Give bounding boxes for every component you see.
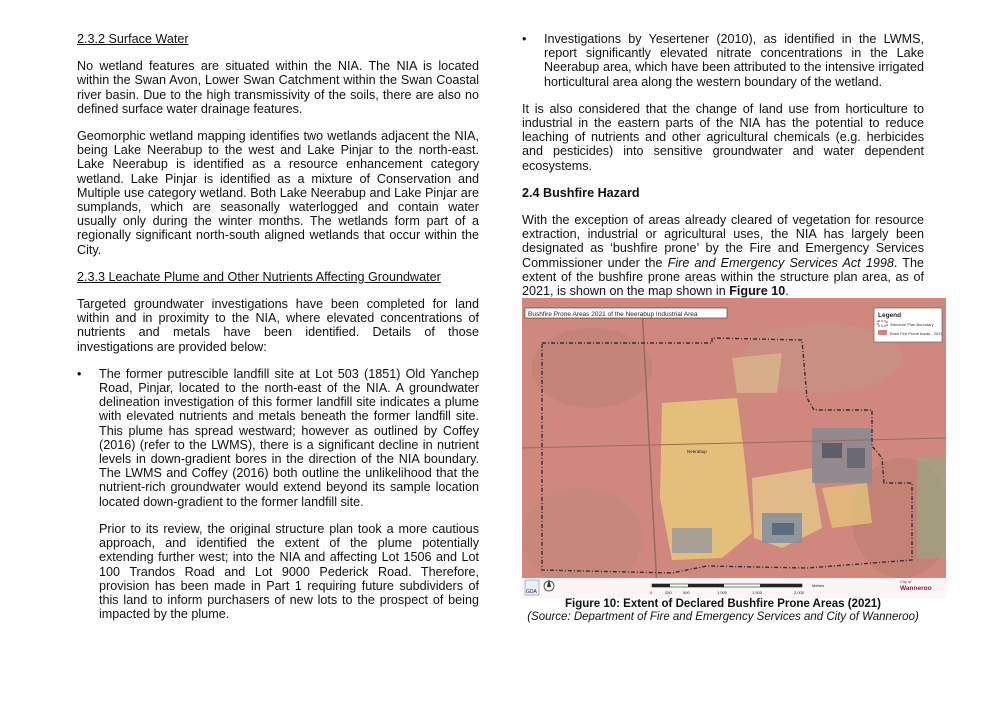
council-logo: Wanneroo xyxy=(900,585,932,592)
bullet-text: The former putrescible landfill site at Lot 503 (1851) Old Yanchep Road, Pinjar, located to the north-east of the NIA. A groundwater delineation investigation of this former landfill site indicates a plume with elevated nutrients and metals beneath the former landfill site. This plume has spread westward; however as outlined by Coffey (2016) (refer to the LWMS), there is a significant decline in nutrient levels in down-gradient bores in the direction of the NIA boundary. The LWMS and Coffey (2016) both outline the unlikelihood that the nutrient-rich groundwater would extend beyond its sample location located down-gradient to the former landfill site. xyxy=(99,366,479,509)
heading-bushfire-hazard: 2.4 Bushfire Hazard xyxy=(522,185,640,200)
bullet-item xyxy=(522,32,924,89)
figure-reference: Figure 10 xyxy=(729,284,786,299)
scale-label: 2,000 xyxy=(794,590,805,595)
left-column xyxy=(77,32,479,634)
heading-surface-water: 2.3.2 Surface Water xyxy=(77,32,189,46)
scale-label: 500 xyxy=(683,590,690,595)
bullet-continuation: Prior to its review, the original structure plan took a more cautious approach, and identified the extent of the plume potentially extending further west; into the NIA and affecting Lot 1506 and Lot 100 Trandos Road and Lot 9000 Pederick Road. Therefore, provision has been made in Part 1 requiring future subdividers of this land to inform purchasers of new lots to the prospect of being impacted by the plume. xyxy=(99,521,479,622)
legend-boundary: Structure Plan Boundary xyxy=(890,322,934,327)
paragraph: No wetland features are situated within the NIA. The NIA is located within the Swan Avon, Lower Swan Catchment within the Swan Coastal river basin. Due to the high transmissivity of the soils, there are also no defined surface water drainage features. xyxy=(77,59,479,116)
scale-unit: Metres xyxy=(812,583,825,588)
bullet-text: Investigations by Yesertener (2010), as identified in the LWMS, report significantly elevated nitrate concentrations in the Lake Neerabup area, which have been attributed to the intensive irrigated horticultural area along the western boundary of the wetland. xyxy=(544,32,924,89)
scale-label: 1,500 xyxy=(752,590,763,595)
right-column xyxy=(522,32,924,311)
figure-caption xyxy=(522,598,924,624)
caption-source: (Source: Department of Fire and Emergency Services and City of Wanneroo) xyxy=(527,611,919,623)
paragraph: It is also considered that the change of land use from horticulture to industrial in the eastern parts of the NIA has the potential to reduce leaching of nutrients and other agricultural chemicals (e.g. herbicides and pesticides) into sensitive groundwater and water dependent ecosystems. xyxy=(522,101,924,173)
place-label: Neerabup xyxy=(687,449,707,454)
scale-label: 1,000 xyxy=(717,590,728,595)
paragraph: Geomorphic wetland mapping identifies two wetlands adjacent the NIA, being Lake Neerabup to the west and Lake Pinjar to the north-east. Lake Neerabup is identified as a resource enhancement category wetland. Lake Pinjar is identified as a mixture of Conservation and Multiple use category wetland. Both Lake Neerabup and Lake Pinjar are sumplands, which are seasonally waterlogged and contain water usually only during the winter months. The wetlands form part of a regionally significant north-south aligned wetlands that occur within the City. xyxy=(77,129,479,257)
paragraph: Targeted groundwater investigations have been completed for land within and in proximity to the NIA, where elevated concentrations of nutrients and metals have been identified. Details of those investigations are provided below: xyxy=(77,297,479,354)
caption-title: Figure 10: Extent of Declared Bushfire Prone Areas (2021) xyxy=(565,598,881,610)
bullet-item xyxy=(77,367,479,509)
bullet-mark: • xyxy=(522,32,527,46)
heading-leachate-plume: 2.3.3 Leachate Plume and Other Nutrients Affecting Groundwater xyxy=(77,269,441,284)
legend-prone: Bush Fire Prone Areas - 2021 xyxy=(890,331,943,336)
map-title: Bushfire Prone Areas 2021 of the Neerabup Industrial Area xyxy=(528,311,698,318)
bushfire-map xyxy=(522,298,946,598)
council-city: City of xyxy=(900,579,912,584)
gda-logo: GDA xyxy=(526,589,537,595)
scale-label: 250 xyxy=(665,590,672,595)
paragraph: With the exception of areas already cleared of vegetation for resource extraction, industrial or agricultural uses, the NIA has largely been designated as ‘bushfire prone’ by the Fire and Emergency Services Commissioner under the Fire and Emergency Services Act 1998. The extent of the bushfire prone areas within the structure plan area, as of 2021, is shown on the map shown in Figure 10. xyxy=(522,213,924,299)
scale-label: 0 xyxy=(650,590,653,595)
act-name: Fire and Emergency Services Act 1998 xyxy=(667,255,894,270)
bullet-mark: • xyxy=(77,366,82,381)
bushfire-map-figure xyxy=(522,298,946,598)
legend-title: Legend xyxy=(878,312,902,319)
